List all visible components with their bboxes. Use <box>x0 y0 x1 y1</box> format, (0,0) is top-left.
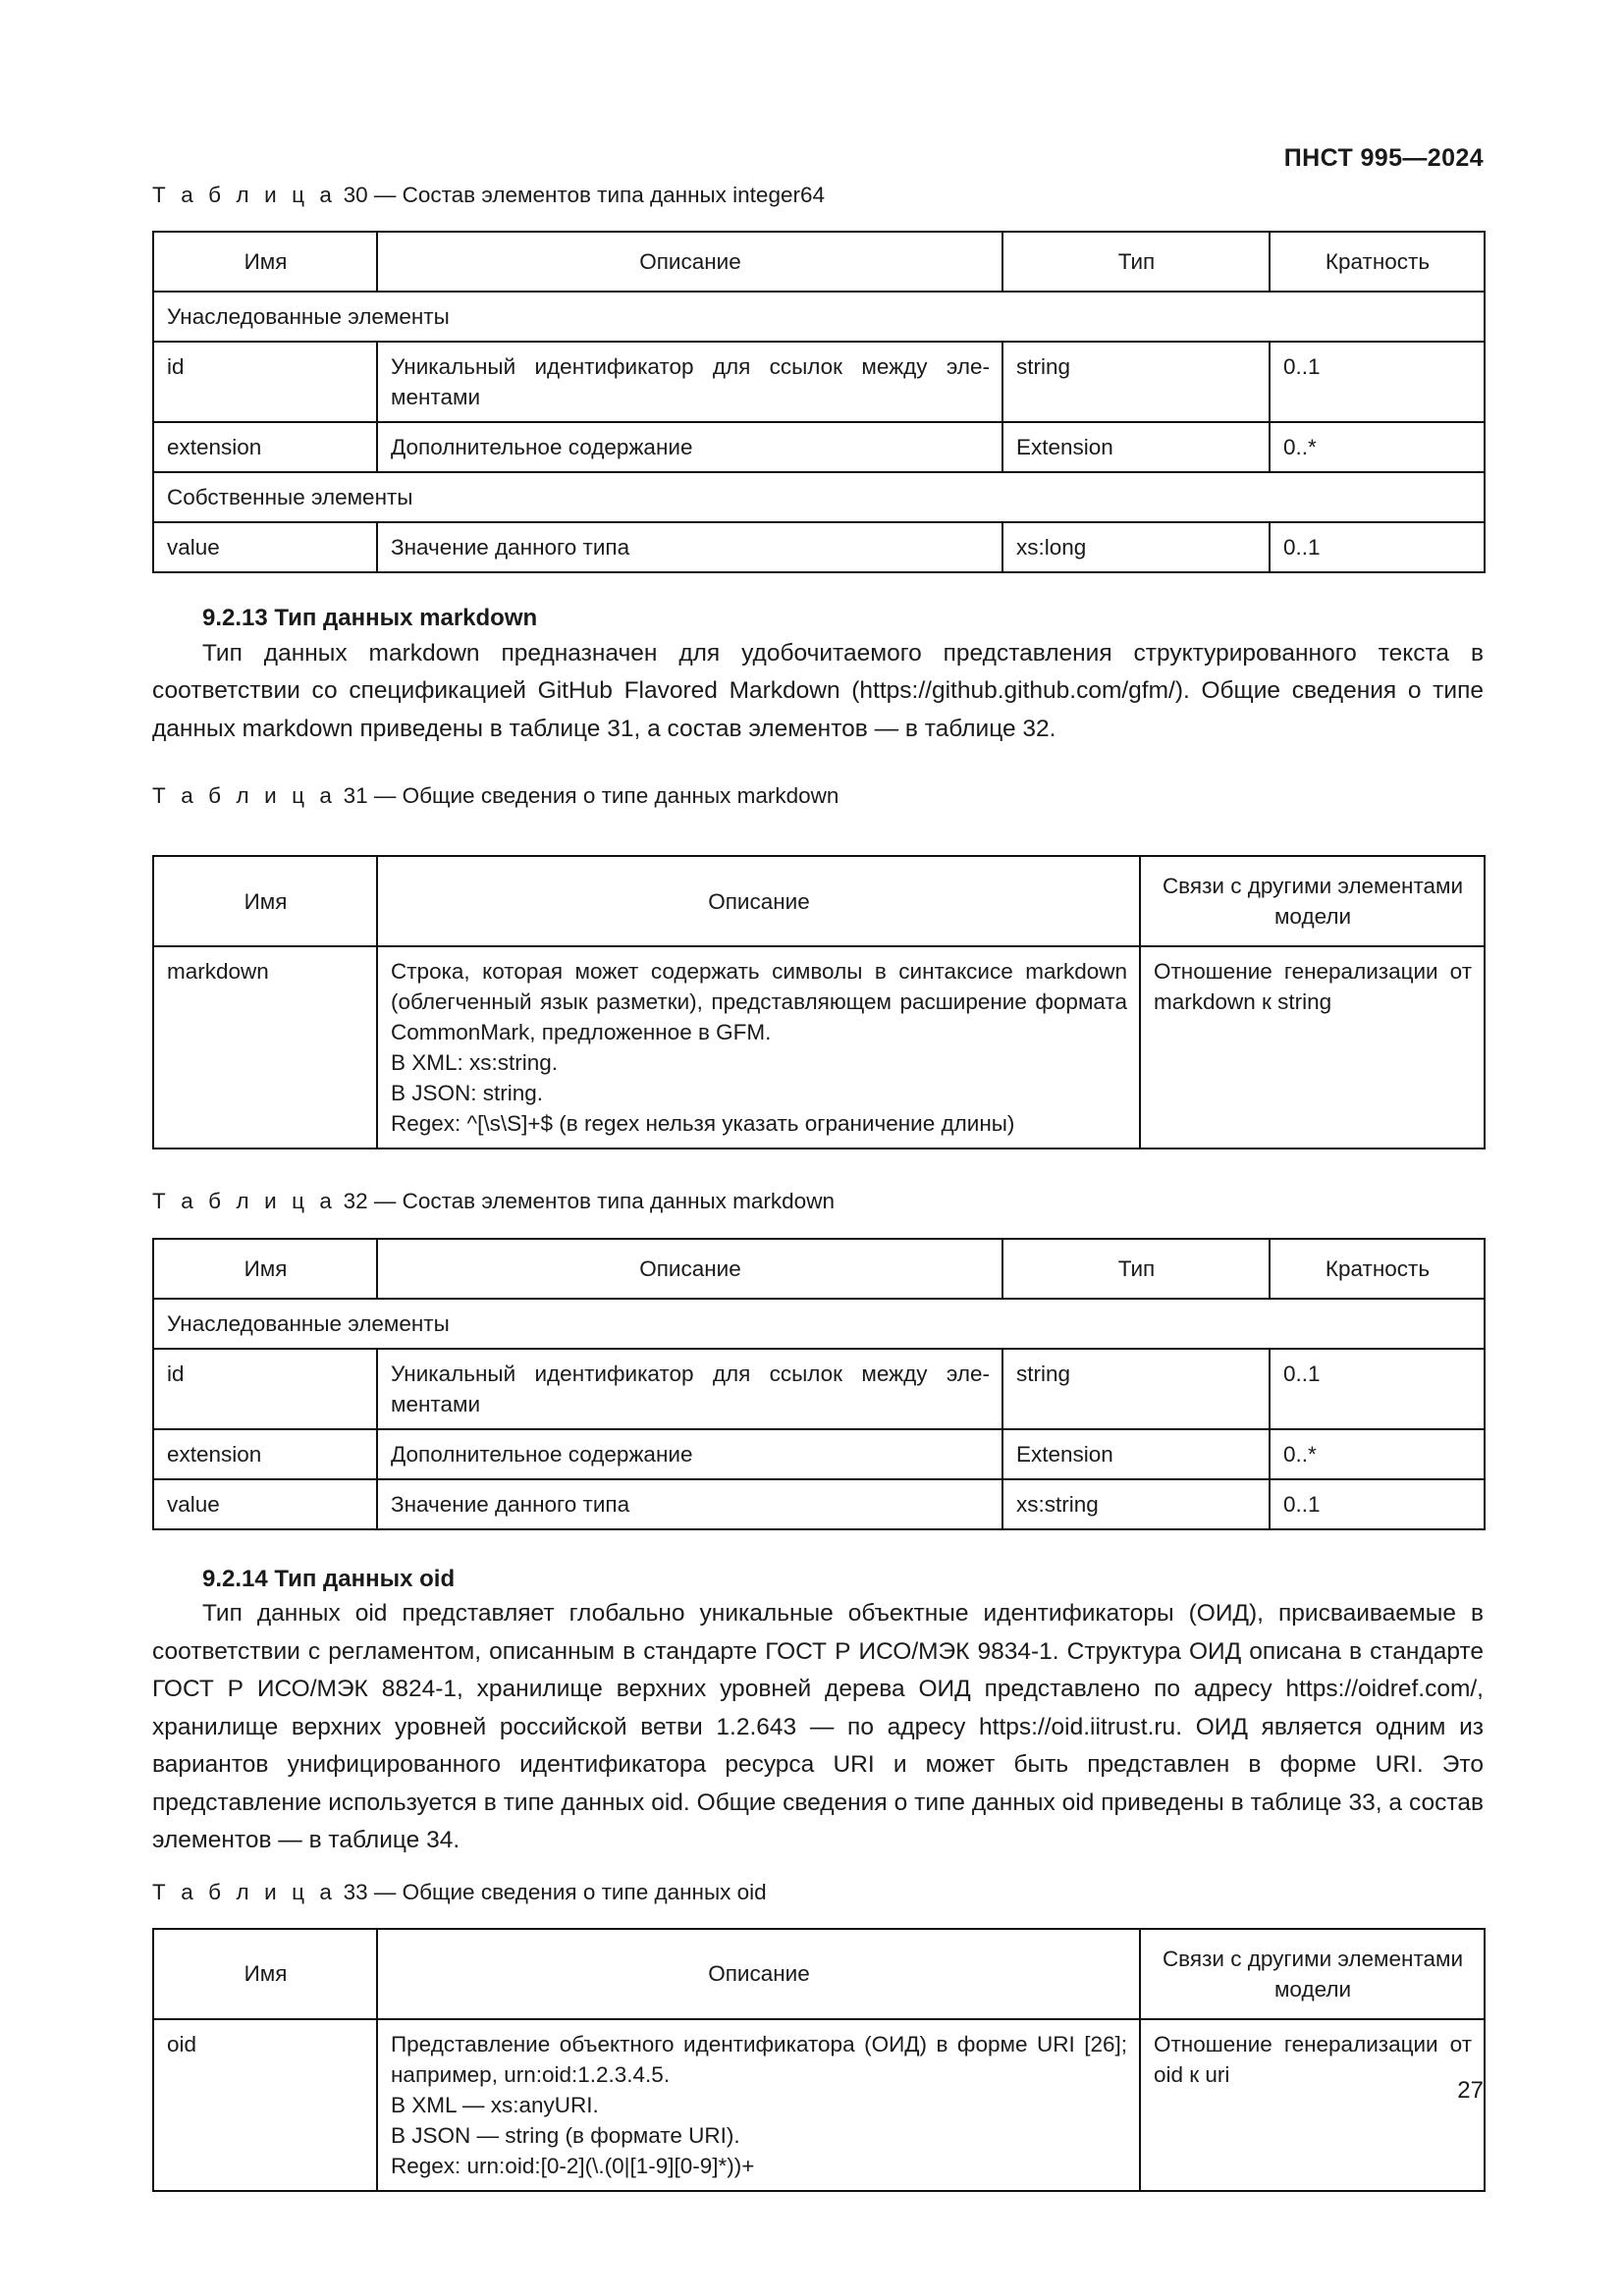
cell-cardinality: 0..1 <box>1270 1479 1485 1529</box>
desc-regex: Regex: urn:oid:[0-2](\.(0|[1-9][0-9]*))+ <box>391 2153 755 2178</box>
desc-regex: Regex: ^[\s\S]+$ (в regex нельзя указать ограничение длины) <box>391 1111 1015 1137</box>
cell-description: Значение данного типа <box>377 1479 1002 1529</box>
spacer <box>152 143 1484 181</box>
cell-type: Extension <box>1002 1429 1270 1479</box>
caption-label: Т а б л и ц а <box>152 1189 337 1214</box>
col-header-description: Описание <box>377 1239 1002 1299</box>
cell-name: value <box>153 522 377 572</box>
col-header-relations: Связи с другими элементами модели <box>1140 1929 1485 2019</box>
group-label-inherited: Унаследованные элементы <box>153 1299 1485 1349</box>
caption-label: Т а б л и ц а <box>152 783 337 809</box>
group-label-inherited: Унаследованные элементы <box>153 292 1485 342</box>
desc-xml: В XML — xs:anyURI. <box>391 2092 599 2117</box>
cell-name: value <box>153 1479 377 1529</box>
spacer <box>152 1860 1484 1878</box>
caption-table-30 <box>152 181 1484 209</box>
desc-json: В JSON — string (в формате URI). <box>391 2122 740 2148</box>
cell-name: markdown <box>153 946 377 1148</box>
cell-cardinality: 0..1 <box>1270 522 1485 572</box>
caption-text: 30 — Состав элементов типа данных integer64 <box>343 183 825 207</box>
cell-name: oid <box>153 2019 377 2191</box>
table-header-row <box>153 856 1485 946</box>
cell-description: Дополнительное содержание <box>377 422 1002 472</box>
table-group-row <box>153 1299 1485 1349</box>
spacer <box>152 209 1484 231</box>
desc-main: Представление объектного идентификатора (ОИД) в форме URI [26]; например, urn:oid:1.2.3.4.5. <box>391 2031 1127 2087</box>
cell-type: Extension <box>1002 422 1270 472</box>
cell-description: Дополнительное содержание <box>377 1429 1002 1479</box>
table-row <box>153 422 1485 472</box>
col-header-description: Описание <box>377 856 1140 946</box>
table-row <box>153 342 1485 422</box>
spacer <box>152 53 1484 98</box>
cell-name: id <box>153 342 377 422</box>
col-header-description: Описание <box>377 232 1002 292</box>
running-header: ПНСТ 995—2024 <box>1283 144 1484 172</box>
cell-description: Уникальный идентификатор для ссылок между элементами <box>377 1349 1002 1429</box>
col-header-name: Имя <box>153 1929 377 2019</box>
table-header-row <box>153 1929 1485 2019</box>
cell-relations: Отношение генерализации от oid к uri <box>1140 2019 1485 2191</box>
table-row <box>153 1479 1485 1529</box>
page-content <box>152 0 1484 2192</box>
cell-relations: Отношение генерализации от markdown к string <box>1140 946 1485 1148</box>
table-30 <box>152 231 1486 573</box>
table-group-row <box>153 292 1485 342</box>
spacer <box>152 748 1484 781</box>
table-31 <box>152 855 1486 1149</box>
cell-description <box>377 2019 1140 2191</box>
table-row <box>153 946 1485 1148</box>
paragraph-9-2-13: Тип данных markdown предназначен для удобочитаемого представления структурированного текста в соответствии со спецификацией GitHub Flavored Markdown (https://github.github.com/gfm/). Общие сведения о типе данных markdown приведены в таблице 31, а состав элементов — в таблице 32. <box>152 639 1484 742</box>
cell-description <box>377 946 1140 1148</box>
table-row <box>153 1349 1485 1429</box>
cell-cardinality: 0..1 <box>1270 1349 1485 1429</box>
spacer <box>152 1530 1484 1564</box>
caption-label: Т а б л и ц а <box>152 183 337 207</box>
cell-name: id <box>153 1349 377 1429</box>
page-number: 27 <box>1457 2077 1484 2104</box>
spacer <box>152 1149 1484 1187</box>
spacer <box>152 0 1484 53</box>
col-header-cardinality: Кратность <box>1270 1239 1485 1299</box>
caption-label: Т а б л и ц а <box>152 1879 337 1904</box>
heading-9-2-13: 9.2.13 Тип данных markdown <box>202 605 538 632</box>
cell-type: xs:long <box>1002 522 1270 572</box>
table-row <box>153 522 1485 572</box>
desc-json: В JSON: string. <box>391 1081 544 1106</box>
cell-type: string <box>1002 342 1270 422</box>
col-header-name: Имя <box>153 856 377 946</box>
col-header-name: Имя <box>153 1239 377 1299</box>
table-row <box>153 2019 1485 2191</box>
table-33 <box>152 1928 1486 2192</box>
table-32 <box>152 1238 1486 1530</box>
spacer <box>152 1906 1484 1928</box>
cell-cardinality: 0..* <box>1270 1429 1485 1479</box>
caption-table-33 <box>152 1878 1484 1906</box>
caption-table-31 <box>152 781 1484 810</box>
cell-cardinality: 0..1 <box>1270 342 1485 422</box>
caption-text: 31 — Общие сведения о типе данных markdown <box>343 783 839 809</box>
cell-description: Уникальный идентификатор для ссылок между элементами <box>377 342 1002 422</box>
col-header-description: Описание <box>377 1929 1140 2019</box>
table-header-row <box>153 1239 1485 1299</box>
desc-xml: В XML: xs:string. <box>391 1050 559 1076</box>
cell-type: string <box>1002 1349 1270 1429</box>
caption-text: 32 — Состав элементов типа данных markdown <box>343 1189 835 1214</box>
spacer <box>152 1216 1484 1238</box>
desc-main: Строка, которая может содержать символы в синтаксисе markdown (облегченный язык разметки), представляющем расширение формата CommonMark, предложенное в GFM. <box>391 959 1127 1045</box>
cell-description: Значение данного типа <box>377 522 1002 572</box>
group-label-own: Собственные элементы <box>153 472 1485 522</box>
col-header-cardinality: Кратность <box>1270 232 1485 292</box>
col-header-type: Тип <box>1002 1239 1270 1299</box>
table-row <box>153 1429 1485 1479</box>
table-header-row <box>153 232 1485 292</box>
table-group-row <box>153 472 1485 522</box>
cell-cardinality: 0..* <box>1270 422 1485 472</box>
caption-text: 33 — Общие сведения о типе данных oid <box>343 1879 767 1904</box>
cell-name: extension <box>153 422 377 472</box>
cell-type: xs:string <box>1002 1479 1270 1529</box>
col-header-relations: Связи с другими элементами модели <box>1140 856 1485 946</box>
spacer <box>152 98 1484 143</box>
spacer <box>152 810 1484 855</box>
heading-9-2-14: 9.2.14 Тип данных oid <box>202 1565 456 1592</box>
paragraph-9-2-14: Тип данных oid представляет глобально уникальные объектные идентификаторы (ОИД), присваиваемые в соответствии с регламентом, описанным в стандарте ГОСТ Р ИСО/МЭК 9834-1. Структура ОИД описана в стандарте ГОСТ Р ИСО/МЭК 8824-1, хранилище верхних уровней дерева ОИД представлено по адресу https://oidref.com/, хранилище верхних уровней российской ветви 1.2.643 — по адресу https://oid.iitrust.ru. ОИД является одним из вариантов унифицированного идентификатора ресурса URI и может быть представлен в форме URI. Это представление используется в типе данных oid. Общие сведения о типе данных oid приведены в таблице 33, а состав элементов — в таблице 34. <box>152 1600 1484 1854</box>
spacer <box>152 573 1484 603</box>
cell-name: extension <box>153 1429 377 1479</box>
col-header-name: Имя <box>153 232 377 292</box>
caption-table-32 <box>152 1187 1484 1215</box>
col-header-type: Тип <box>1002 232 1270 292</box>
